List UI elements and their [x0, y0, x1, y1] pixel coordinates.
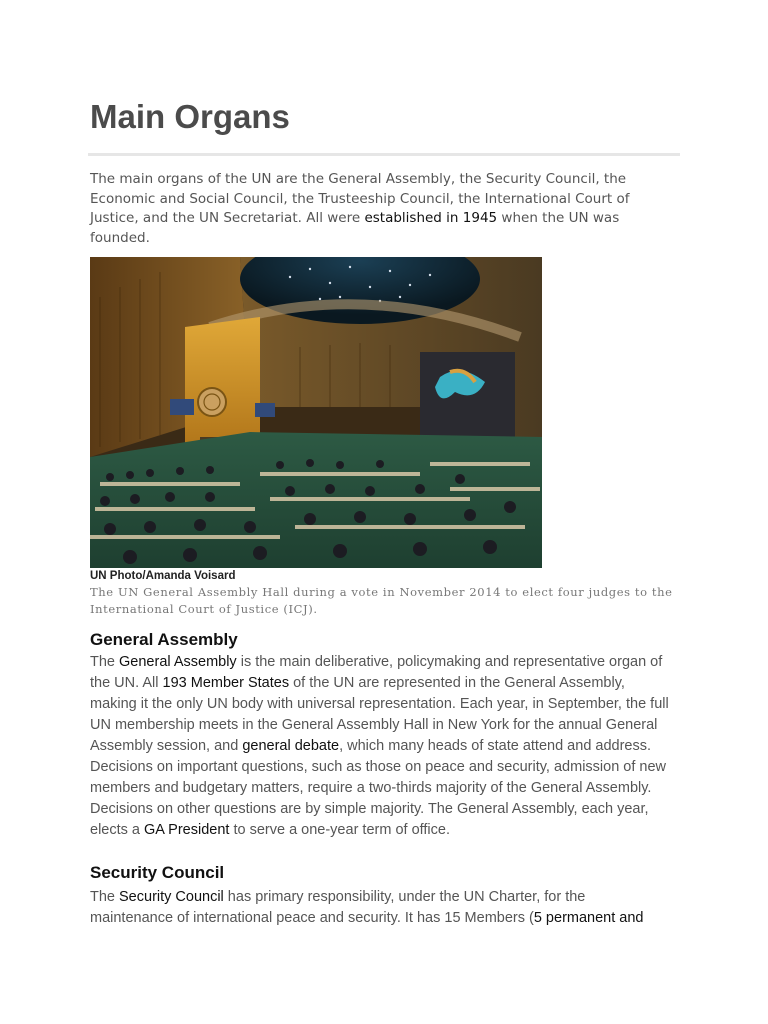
ga-text-1: The	[90, 654, 120, 670]
ga-text-2: is the main deliberative, policymaking and representative organ of the UN. All	[90, 654, 663, 691]
ga-text-3: of the UN are represented in the General Assembly, making it the only UN body with universal representation. Each year, in September, the full UN membership meets in the General Assembly Hall in New York for the annual General Assembly session, and	[90, 675, 669, 754]
link-security-council[interactable]: Security Council	[119, 889, 224, 905]
intro-paragraph	[90, 170, 672, 248]
ga-text-5: to serve a one-year term of office.	[229, 822, 450, 838]
section-heading-general-assembly: General Assembly	[90, 630, 238, 649]
general-assembly-paragraph	[90, 652, 672, 841]
intro-text-start: The main organs of the UN are the General Assembly, the Security Council, the Economic and Social Council, the Trusteeship Council, the International Court of Justice, and the UN Secretariat. All were	[90, 171, 630, 227]
link-general-assembly[interactable]: General Assembly	[119, 654, 237, 670]
sc-text-1: The	[90, 889, 120, 905]
section-heading-security-council: Security Council	[90, 863, 225, 882]
link-ga-president[interactable]: GA President	[144, 822, 230, 838]
title-divider	[88, 153, 680, 156]
photo-caption: The UN General Assembly Hall during a vote in November 2014 to elect four judges to the International Court of Justice (ICJ).	[90, 585, 673, 616]
link-permanent-members[interactable]: 5 permanent and	[533, 910, 644, 926]
title-block	[90, 96, 680, 138]
intro-text-end: when the UN was founded.	[90, 210, 620, 246]
page-title: Main Organs	[90, 98, 290, 135]
security-council-paragraph	[90, 887, 672, 929]
sc-text-2: has primary responsibility, under the UN Charter, for the maintenance of international peace and security. It has 15 Members (	[90, 889, 586, 926]
link-general-debate[interactable]: general debate	[242, 738, 340, 754]
link-member-states[interactable]: 193 Member States	[162, 675, 290, 691]
photo-credit: UN Photo/Amanda Voisard	[90, 570, 236, 582]
ga-text-4: , which many heads of state attend and address. Decisions on important questions, such as those on peace and security, admission of new members and budgetary matters, require a two-thirds majority of the General Assembly. Decisions on other questions are by simple majority. The General Assembly, each year, elects a	[90, 738, 667, 838]
link-established-1945[interactable]: established in 1945	[364, 210, 498, 227]
general-assembly-hall-photo	[90, 257, 542, 568]
